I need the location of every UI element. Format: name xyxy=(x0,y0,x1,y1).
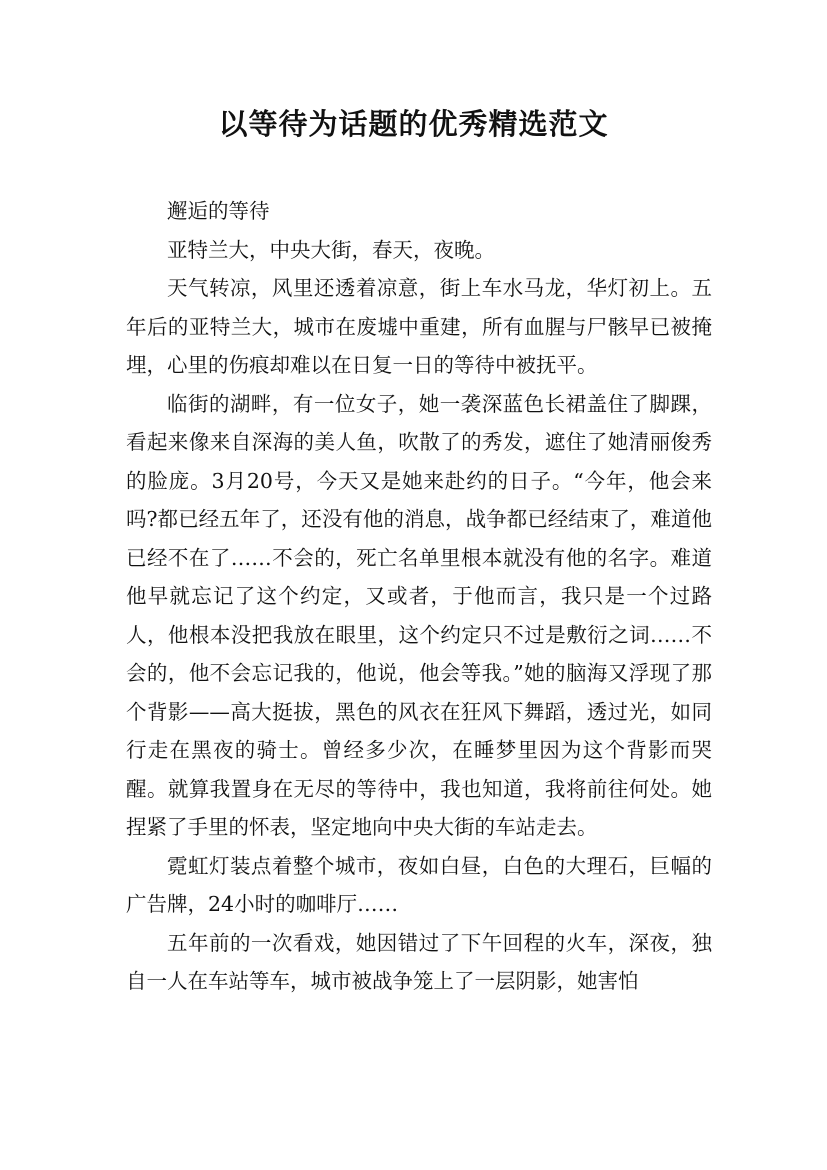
paragraph-subtitle: 邂逅的等待 xyxy=(167,199,270,223)
document-body xyxy=(126,192,712,1001)
paragraph: 天气转凉，风里还透着凉意，街上车水马龙，华灯初上。五年后的亚特兰大，城市在废墟中重建，所有血腥与尸骸早已被掩埋，心里的伤痕却难以在日复一日的等待中被抚平。 xyxy=(126,276,712,377)
paragraph: 霓虹灯装点着整个城市，夜如白昼，白色的大理石，巨幅的广告牌，24小时的咖啡厅…… xyxy=(126,853,712,916)
paragraph: 临街的湖畔，有一位女子，她一袭深蓝色长裙盖住了脚踝，看起来像来自深海的美人鱼，吹散了的秀发，遮住了她清丽俊秀的脸庞。3月20号，今天又是她来赴约的日子。“今年，他会来吗?都已经五年了，还没有他的消息，战争都已经结束了，难道他已经不在了……不会的，死亡名单里根本就没有他的名字。难道他早就忘记了这个约定，又或者，于他而言，我只是一个过路人，他根本没把我放在眼里，这个约定只不过是敷衍之词……不会的，他不会忘记我的，他说，他会等我。”她的脑海又浮现了那个背影——高大挺拔，黑色的风衣在狂风下舞蹈，透过光，如同行走在黑夜的骑士。曾经多少次，在睡梦里因为这个背影而哭醒。就算我置身在无尽的等待中，我也知道，我将前往何处。她捏紧了手里的怀表，坚定地向中央大街的车站走去。 xyxy=(126,391,712,839)
document-title: 以等待为话题的优秀精选范文 xyxy=(218,107,609,141)
paragraph: 亚特兰大，中央大街，春天，夜晚。 xyxy=(167,237,495,262)
paragraph: 五年前的一次看戏，她因错过了下午回程的火车，深夜，独自一人在车站等车，城市被战争笼上了一层阴影，她害怕 xyxy=(126,930,712,993)
